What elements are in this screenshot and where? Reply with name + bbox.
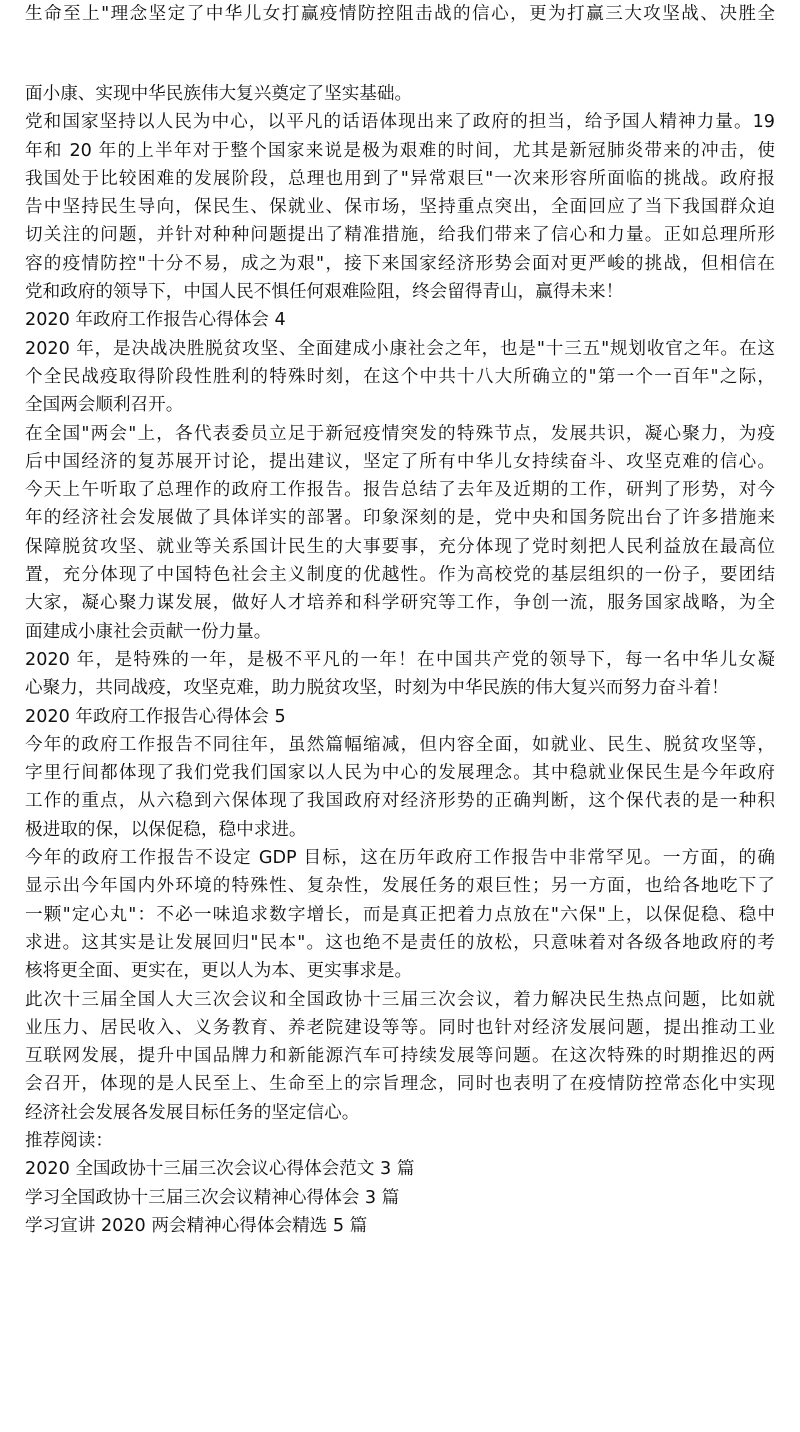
paragraph — [25, 0, 775, 28]
text-line: 党和国家坚持以人民为中心，以平凡的话语体现出来了政府的担当，给予国人精神力量。19 — [25, 112, 775, 133]
paragraph — [25, 108, 775, 306]
text-line: 大家，凝心聚力谋发展，做好人才培养和科学研究等工作，争创一流，服务国家战略，为全 — [25, 593, 775, 614]
paragraph — [25, 1212, 775, 1240]
text-line: 党和政府的领导下，中国人民不惧任何艰难险阻，终会留得青山，赢得未来！ — [25, 282, 624, 303]
text-line: 字里行间都体现了我们党我们国家以人民为中心的发展理念。其中稳就业保民生是今年政府 — [25, 763, 775, 784]
text-line: 切关注的问题，并针对种种问题提出了精准措施，给我们带来了信心和力量。正如总理所形 — [25, 225, 775, 246]
text-line: 求进。这其实是让发展回归"民本"。这也绝不是责任的放松，只意味着对各级各地政府的考 — [25, 932, 775, 953]
text-line: 面小康、实现中华民族伟大复兴奠定了坚实基础。 — [25, 84, 413, 104]
text-line: 2020 年，是决战决胜脱贫攻坚、全面建成小康社会之年，也是"十三五"规划收官之年。在这 — [25, 338, 775, 359]
paragraph — [25, 420, 775, 646]
paragraph — [25, 335, 775, 420]
text-line: 面建成小康社会贡献一份力量。 — [25, 621, 272, 642]
text-line: 推荐阅读： — [25, 1130, 113, 1151]
paragraph — [25, 306, 775, 334]
text-line: 我国处于比较困难的发展阶段，总理也用到了"异常艰巨"一次来形容所面临的挑战。政府报 — [25, 168, 775, 189]
text-line: 生命至上"理念坚定了中华儿女打赢疫情防控阻击战的信心，更为打赢三大攻坚战、决胜全 — [25, 4, 775, 24]
text-line: 保障脱贫攻坚、就业等关系国计民生的大事要事，充分体现了党时刻把人民利益放在最高位 — [25, 536, 775, 557]
text-line: 会召开，体现的是人民至上、生命至上的宗旨理念，同时也表明了在疫情防控常态化中实现 — [25, 1074, 775, 1095]
paragraph — [25, 731, 775, 844]
text-line: 2020 年政府工作报告心得体会 4 — [25, 310, 286, 331]
paragraph — [25, 1184, 775, 1212]
text-line: 告中坚持民生导向，保民生、保就业、保市场，坚持重点突出，全面回应了当下我国群众迫 — [25, 197, 775, 218]
paragraph — [25, 646, 775, 703]
text-line: 今年的政府工作报告不同往年，虽然篇幅缩减，但内容全面，如就业、民生、脱贫攻坚等， — [25, 734, 775, 755]
paragraph — [25, 844, 775, 985]
document-body — [25, 0, 775, 1240]
text-line: 互联网发展，提升中国品牌力和新能源汽车可持续发展等问题。在这次特殊的时期推迟的两 — [25, 1046, 775, 1067]
text-line: 容的疫情防控"十分不易，成之为艰"，接下来国家经济形势会面对更严峻的挑战，但相信在 — [25, 253, 775, 274]
text-line: 显示出今年国内外环境的特殊性、复杂性，发展任务的艰巨性；另一方面，也给各地吃下了 — [25, 876, 775, 897]
text-line: 后中国经济的复苏展开讨论，提出建议，坚定了所有中华儿女持续奋斗、攻坚克难的信心。 — [25, 451, 775, 472]
text-line: 全国两会顺利召开。 — [25, 395, 184, 416]
text-line: 置，充分体现了中国特色社会主义制度的优越性。作为高校党的基层组织的一份子，要团结 — [25, 565, 775, 586]
text-line: 2020 年政府工作报告心得体会 5 — [25, 706, 286, 727]
page-gap — [25, 28, 775, 80]
text-line: 学习全国政协十三届三次会议精神心得体会 3 篇 — [25, 1187, 400, 1208]
text-line: 2020 全国政协十三届三次会议心得体会范文 3 篇 — [25, 1159, 415, 1180]
text-line: 学习宣讲 2020 两会精神心得体会精选 5 篇 — [25, 1215, 368, 1236]
text-line: 经济社会发展各发展目标任务的坚定信心。 — [25, 1102, 360, 1123]
text-line: 今年的政府工作报告不设定 GDP 目标，这在历年政府工作报告中非常罕见。一方面，的确 — [25, 848, 775, 869]
paragraph — [25, 1155, 775, 1183]
text-line: 心聚力，共同战疫，攻坚克难，助力脱贫攻坚，时刻为中华民族的伟大复兴而努力奋斗着！ — [25, 678, 729, 699]
text-line: 此次十三届全国人大三次会议和全国政协十三届三次会议，着力解决民生热点问题，比如就 — [25, 989, 775, 1010]
paragraph — [25, 986, 775, 1127]
paragraph — [25, 1127, 775, 1155]
text-line: 一颗"定心丸"：不必一味追求数字增长，而是真正把着力点放在"六保"上，以保促稳、稳中 — [25, 904, 775, 925]
text-line: 极进取的保，以保促稳，稳中求进。 — [25, 819, 307, 840]
text-line: 年和 20 年的上半年对于整个国家来说是极为艰难的时间，尤其是新冠肺炎带来的冲击，使 — [25, 140, 775, 161]
text-line: 在全国"两会"上，各代表委员立足于新冠疫情突发的特殊节点，发展共识，凝心聚力，为疫 — [25, 423, 775, 444]
text-line: 业压力、居民收入、义务教育、养老院建设等等。同时也针对经济发展问题，提出推动工业 — [25, 1017, 775, 1038]
text-line: 工作的重点，从六稳到六保体现了我国政府对经济形势的正确判断，这个保代表的是一种积 — [25, 791, 775, 812]
paragraph — [25, 80, 775, 108]
text-line: 2020 年，是特殊的一年，是极不平凡的一年！在中国共产党的领导下，每一名中华儿女凝 — [25, 649, 775, 670]
text-line: 年的经济社会发展做了具体详实的部署。印象深刻的是，党中央和国务院出台了许多措施来 — [25, 508, 775, 529]
paragraph — [25, 703, 775, 731]
text-line: 今天上午听取了总理作的政府工作报告。报告总结了去年及近期的工作，研判了形势，对今 — [25, 480, 775, 501]
text-line: 核将更全面、更实在，更以人为本、更实事求是。 — [25, 961, 413, 982]
text-line: 个全民战疫取得阶段性胜利的特殊时刻，在这个中共十八大所确立的"第一个一百年"之际， — [25, 366, 775, 387]
